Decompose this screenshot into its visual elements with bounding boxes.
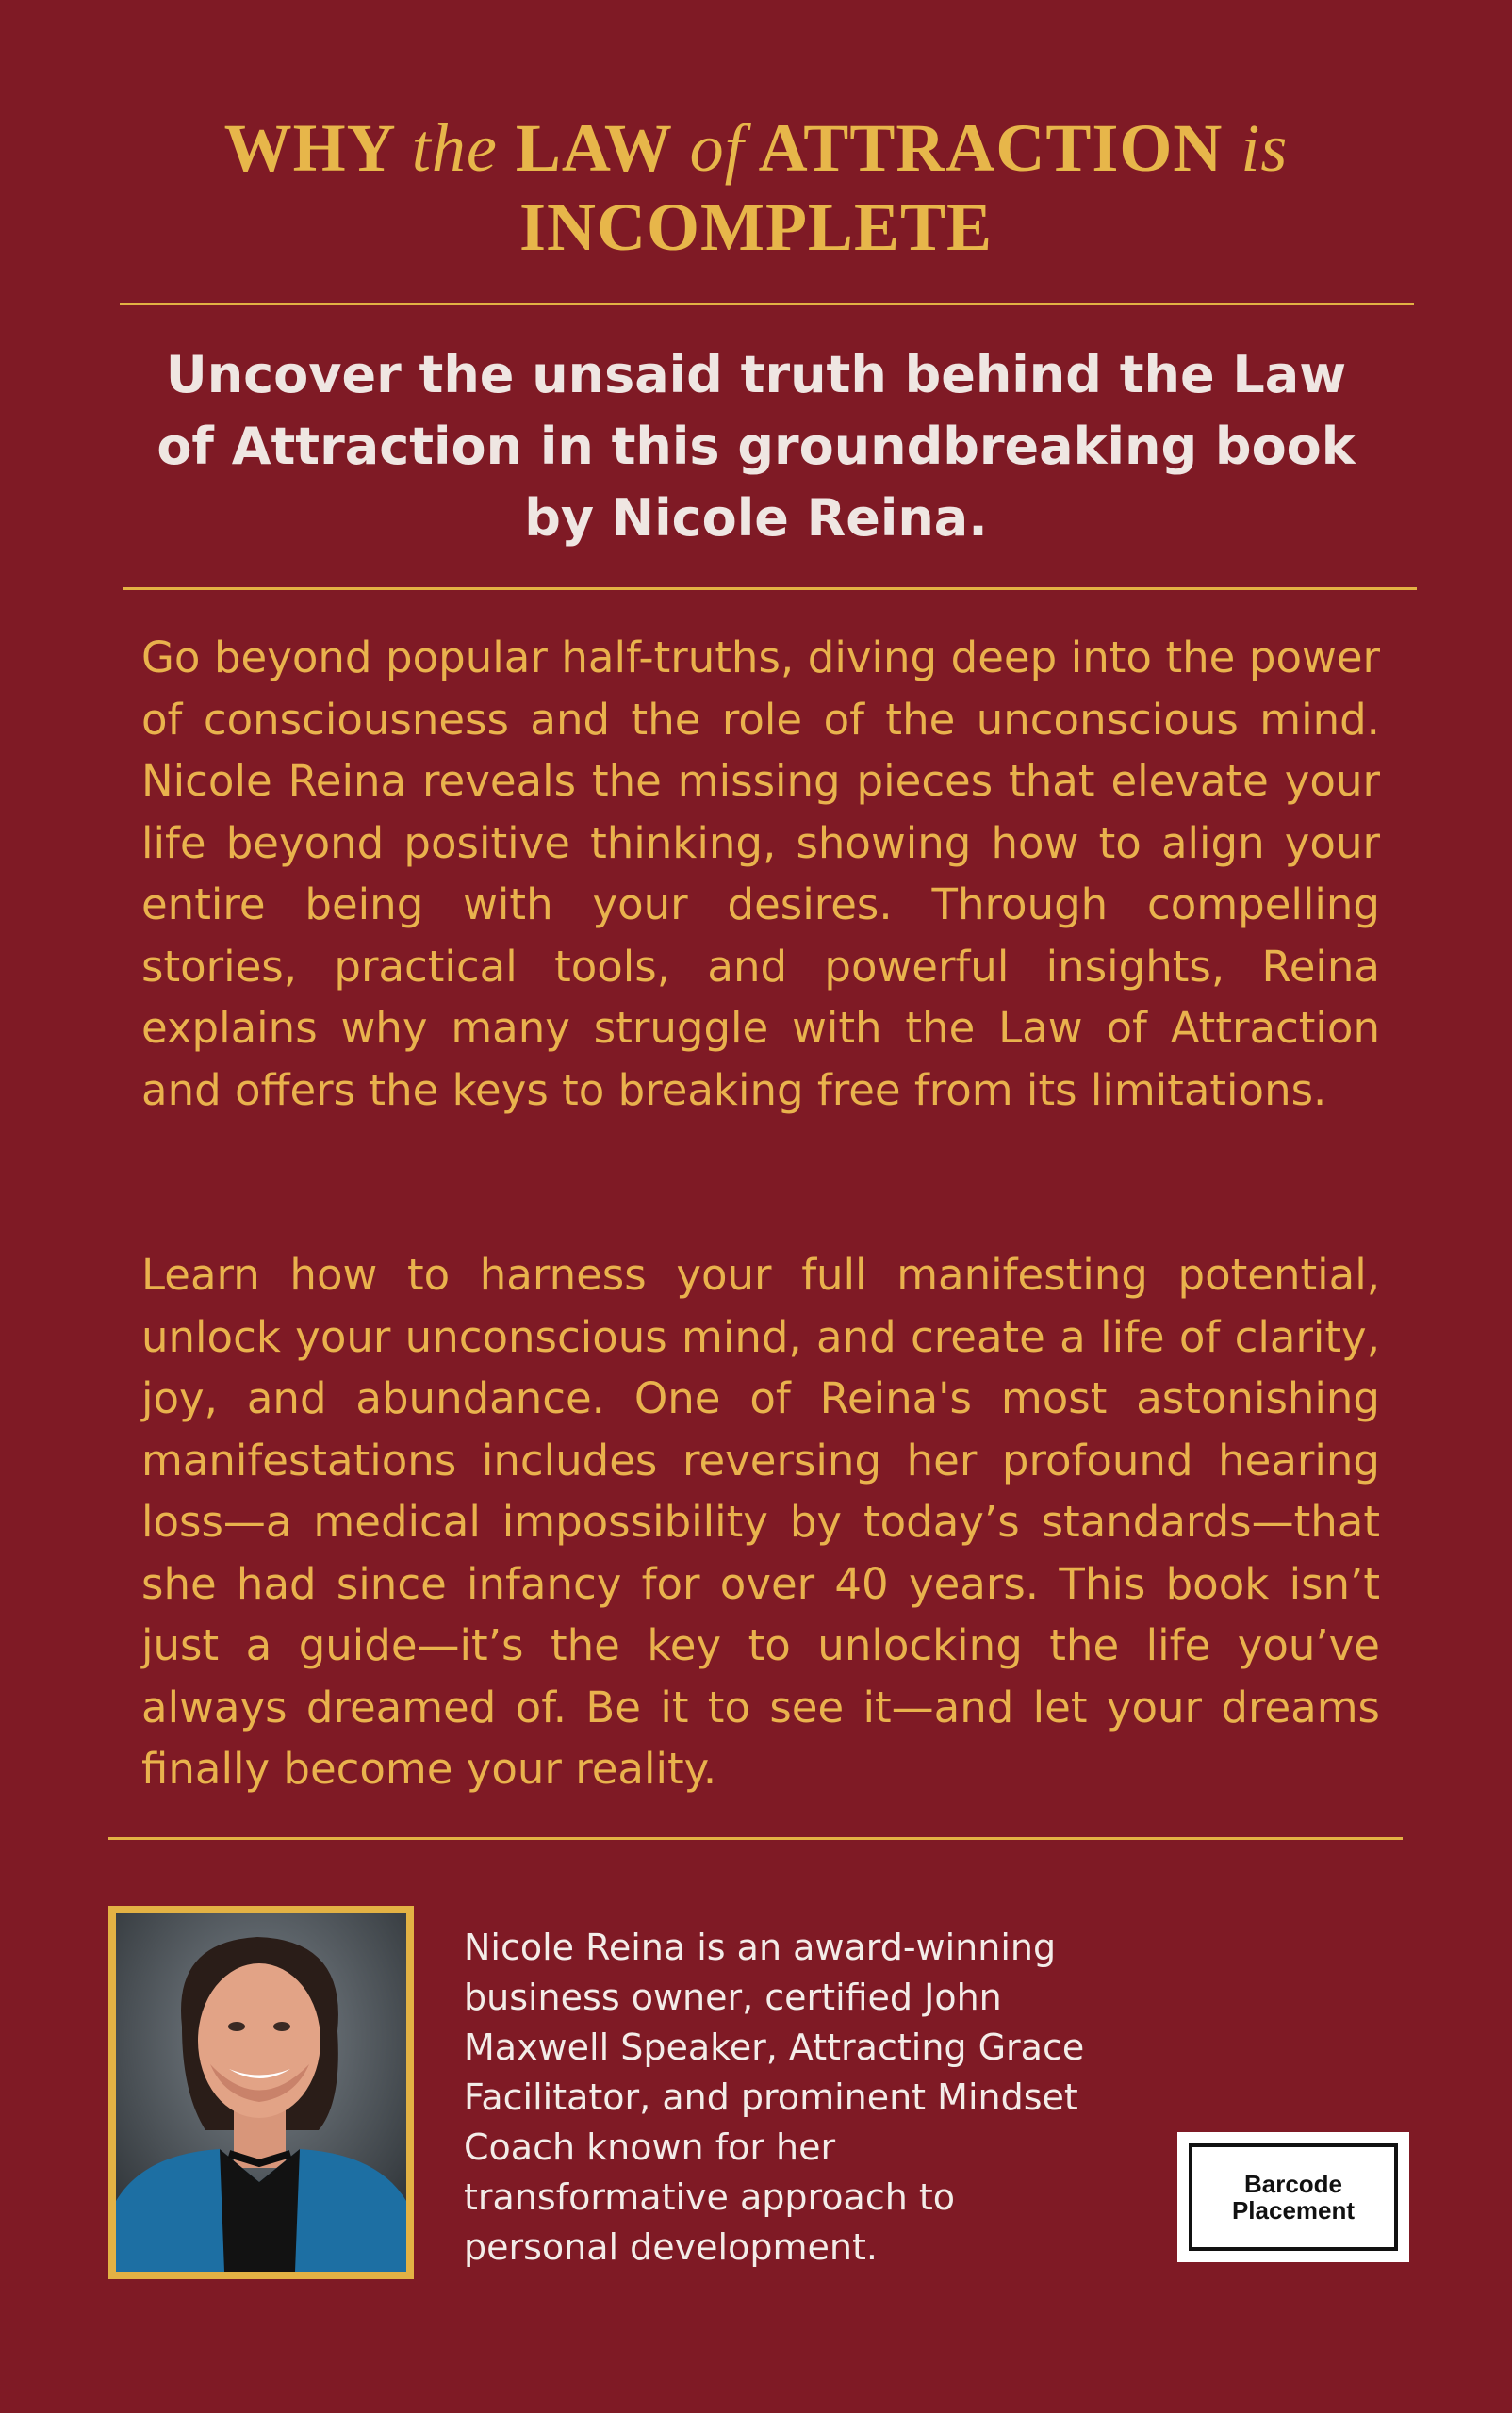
title-word: WHY [223,110,394,186]
title-word: the [411,110,498,186]
title-word: ATTRACTION [758,110,1224,186]
divider-mid [123,587,1417,590]
title-word: of [689,110,745,186]
divider-bottom [108,1837,1403,1840]
description-paragraph-1: Go beyond popular half-truths, diving deep into the power of consciousness and the role of the unconscious mind. Nicole Reina reveals the missing pieces that elevate your life beyond positive thinking, showing how to align your entire being with your desires. Through compelling stories, practical tools, and powerful insights, Reina explains why many struggle with the Law of Attraction and offers the keys to breaking free from its limitations. [141,632,1380,1115]
author-bio: Nicole Reina is an award-winning business owner, certified John Maxwell Speaker, Attracting Grace Facilitator, and prominent Mindset Coach known for her transformative approach to personal development. [464,1927,1085,2268]
barcode-placeholder [1177,2132,1409,2262]
divider-top [120,303,1414,305]
author-photo [108,1906,414,2279]
book-title [113,108,1399,267]
barcode-label-line-2: Placement [1231,2196,1356,2224]
title-word: LAW [515,110,672,186]
title-word: is [1241,110,1289,186]
description-paragraph-2: Learn how to harness your full manifesting potential, unlock your unconscious mind, and create a life of clarity, joy, and abundance. One of Reina's most astonishing manifestations includes reversing her profound hearing loss—a medical impossibility by today’s standards—that she had since infancy for over 40 years. This book isn’t just a guide—it’s the key to unlocking the life you’ve always dreamed of. Be it to see it—and let your dreams finally become your reality. [141,1250,1380,1794]
title-line-2: INCOMPLETE [518,189,994,265]
barcode-label-line-1: Barcode [1243,2170,1343,2198]
tagline: Uncover the unsaid truth behind the Law of Attraction in this groundbreaking book by Nicole Reina. [156,345,1356,548]
author-portrait-image [116,1913,406,2272]
title-line-1 [113,108,1399,188]
barcode-label [1189,2143,1398,2251]
